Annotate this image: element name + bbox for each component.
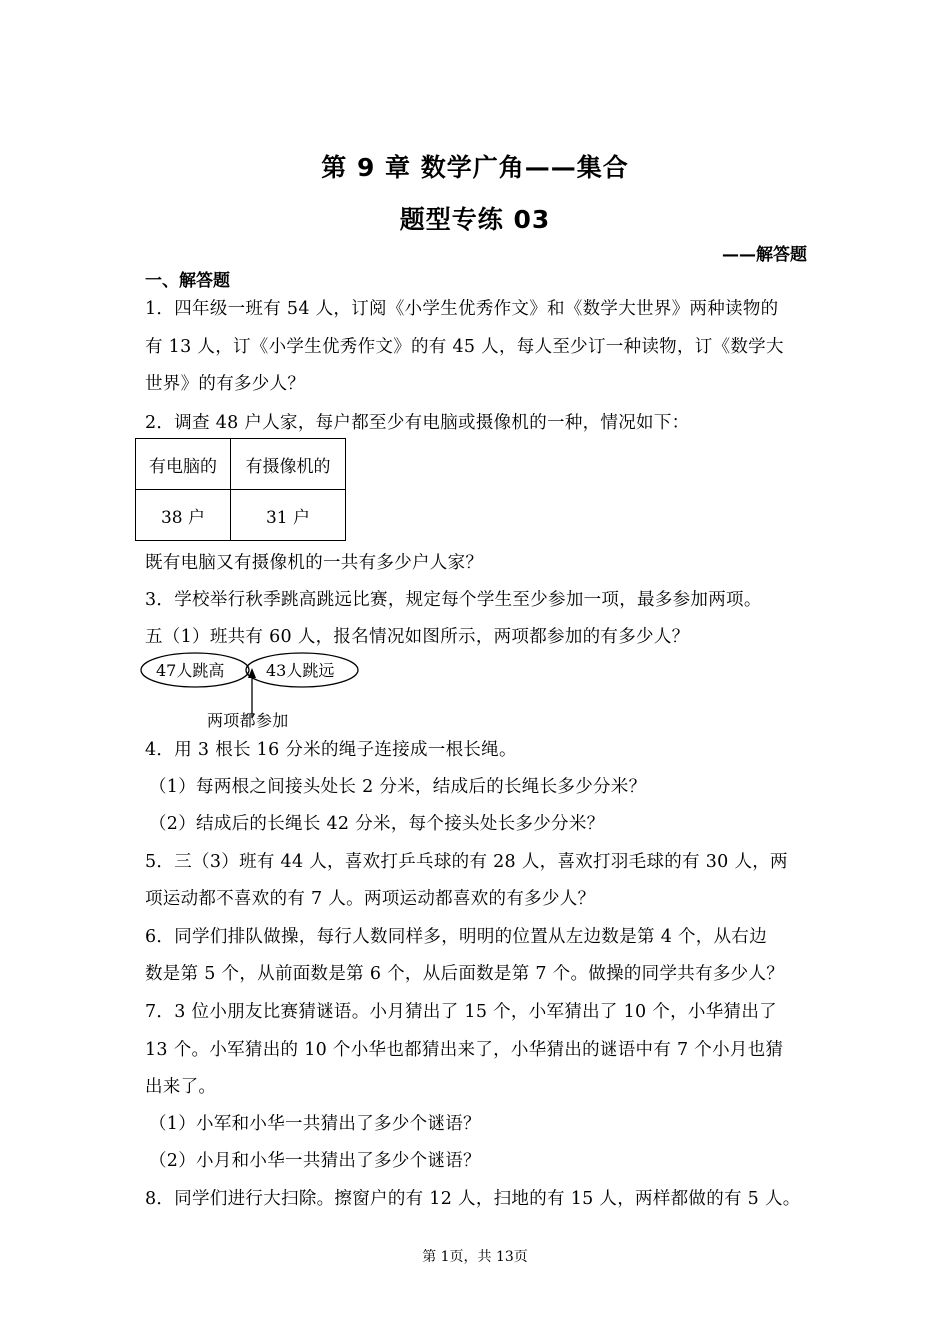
question-line: （2）结成后的长绳长 42 分米，每个接头处长多少分米？	[149, 814, 605, 834]
question-line: 五（1）班共有 60 人，报名情况如图所示，两项都参加的有多少人？	[145, 627, 690, 647]
question-line: 数是第 5 个，从前面数是第 6 个，从后面数是第 7 个。做操的同学共有多少人？	[145, 964, 785, 984]
page-footer: 第 1页，共 13页	[422, 1249, 528, 1265]
section-heading: 一、解答题	[145, 271, 230, 291]
table-value-computer: 38 户	[136, 490, 231, 541]
table-header-computer: 有电脑的	[136, 439, 231, 490]
question-line: 出来了。	[145, 1077, 217, 1097]
question-line: 世界》的有多少人？	[145, 374, 306, 394]
question-line: （1）每两根之间接头处长 2 分米，结成后的长绳长多少分米？	[149, 777, 647, 797]
question-type-label: ——解答题	[722, 245, 807, 265]
question-line: （2）小月和小华一共猜出了多少个谜语？	[149, 1151, 481, 1171]
question-line: 8．同学们进行大扫除。擦窗户的有 12 人，扫地的有 15 人，两样都做的有 5 人。	[145, 1189, 801, 1209]
household-table	[135, 438, 346, 541]
question-line: 6．同学们排队做操，每行人数同样多，明明的位置从左边数是第 4 个，从右边	[145, 927, 767, 947]
question-line: 1．四年级一班有 54 人，订阅《小学生优秀作文》和《数学大世界》两种读物的	[145, 299, 779, 319]
overlap-label: 两项都参加	[207, 711, 289, 730]
chapter-title: 第 9 章 数学广角——集合	[321, 153, 629, 182]
high-jump-label: 47人跳高	[156, 661, 225, 680]
question-line: （1）小军和小华一共猜出了多少个谜语？	[149, 1114, 481, 1134]
question-line: 项运动都不喜欢的有 7 人。两项运动都喜欢的有多少人？	[145, 889, 596, 909]
question-line: 2．调查 48 户人家，每户都至少有电脑或摄像机的一种，情况如下：	[145, 413, 690, 433]
question-line: 3．学校举行秋季跳高跳远比赛，规定每个学生至少参加一项，最多参加两项。	[145, 590, 762, 610]
question-line: 有 13 人，订《小学生优秀作文》的有 45 人，每人至少订一种读物，订《数学大	[145, 337, 784, 357]
long-jump-label: 43人跳远	[266, 661, 335, 680]
question-line: 4．用 3 根长 16 分米的绳子连接成一根长绳。	[145, 740, 517, 760]
worksheet-subtitle: 题型专练 03	[399, 205, 551, 234]
question-line: 7．3 位小朋友比赛猜谜语。小月猜出了 15 个，小军猜出了 10 个，小华猜出了	[145, 1002, 777, 1022]
table-value-camera: 31 户	[231, 490, 346, 541]
question-line: 5．三（3）班有 44 人，喜欢打乒乓球的有 28 人，喜欢打羽毛球的有 30 人，两	[145, 852, 788, 872]
table-header-camera: 有摄像机的	[231, 439, 346, 490]
question-line: 13 个。小军猜出的 10 个小华也都猜出来了，小华猜出的谜语中有 7 个小月也猜	[145, 1040, 784, 1060]
question-line: 既有电脑又有摄像机的一共有多少户人家？	[145, 553, 484, 573]
